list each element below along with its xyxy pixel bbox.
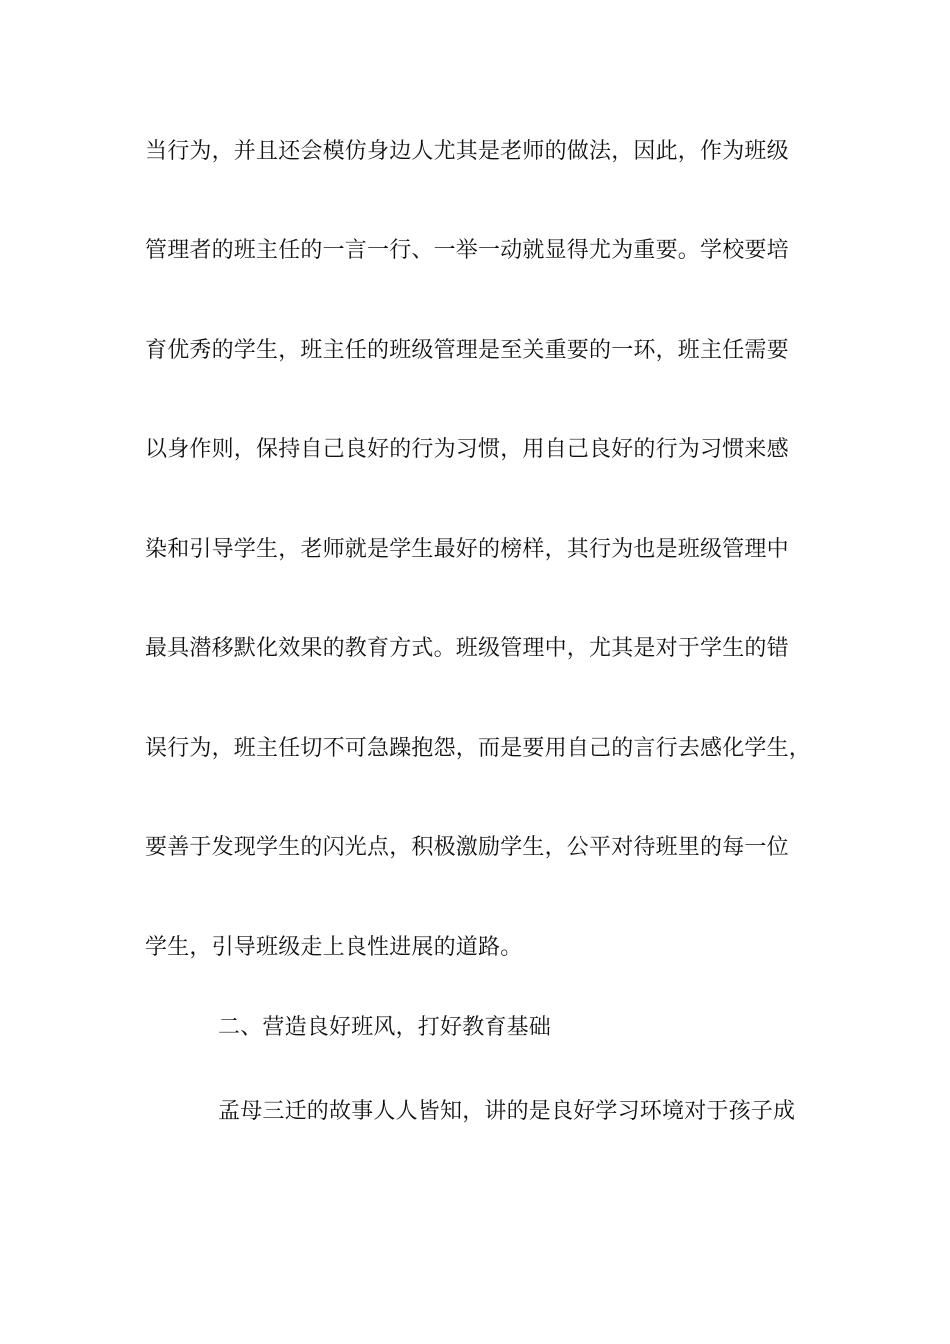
- body-text-line: 学生，引导班级走上良性进展的道路。: [145, 935, 523, 960]
- body-text-line: 以身作则，保持自己良好的行为习惯，用自己良好的行为习惯来感: [145, 437, 789, 462]
- body-text-line: 当行为，并且还会模仿身边人尤其是老师的做法，因此，作为班级: [145, 139, 789, 164]
- body-text-line: 误行为，班主任切不可急躁抱怨，而是要用自己的言行去感化学生，: [145, 736, 812, 761]
- body-text-line: 育优秀的学生，班主任的班级管理是至关重要的一环，班主任需要: [145, 338, 789, 363]
- body-text-line: 最具潜移默化效果的教育方式。班级管理中，尤其是对于学生的错: [145, 636, 789, 661]
- body-text-line: 管理者的班主任的一言一行、一举一动就显得尤为重要。学校要培: [145, 238, 789, 263]
- body-text-line: 染和引导学生，老师就是学生最好的榜样，其行为也是班级管理中: [145, 537, 789, 562]
- section-heading: 二、营造良好班风，打好教育基础: [218, 1015, 552, 1040]
- body-text-line: 要善于发现学生的闪光点，积极激励学生，公平对待班里的每一位: [145, 835, 789, 860]
- body-text-line: 孟母三迁的故事人人皆知，讲的是良好学习环境对于孩子成: [218, 1099, 796, 1124]
